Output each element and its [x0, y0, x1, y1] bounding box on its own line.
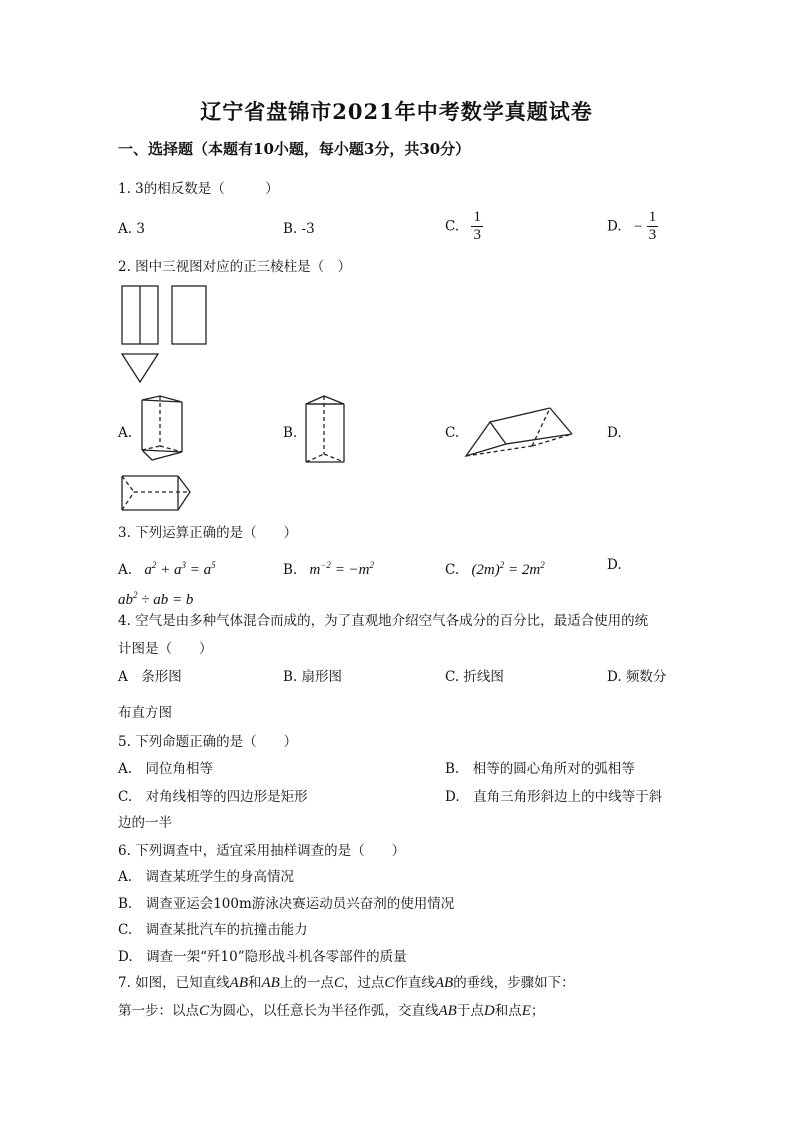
q5-option-d-continued: 边的一半	[118, 815, 172, 831]
q1-d-sign: −	[633, 218, 643, 235]
q3-a-label: A.	[118, 562, 133, 578]
q7-var: C	[333, 975, 344, 991]
q5-option-d: D. 直角三角形斜边上的中线等于斜	[445, 789, 663, 805]
q6-stem: 6. 下列调查中，适宜采用抽样调查的是（ ）	[118, 843, 406, 859]
q1-c-denominator: 3	[473, 227, 481, 243]
q1-option-a: A. 3	[118, 221, 145, 237]
q5-stem: 5. 下列命题正确的是（ ）	[118, 734, 298, 750]
q3-option-a: A. $a^2 + a^3 = a^5$	[118, 560, 216, 578]
prism-a-top	[142, 396, 182, 402]
q7-var: C	[384, 975, 395, 991]
q7-text: 7. 如图，已知直线	[118, 975, 230, 991]
q6-option-b: B. 调查亚运会100m游泳决赛运动员兴奋剂的使用情况	[118, 896, 455, 912]
q7-stem	[118, 974, 575, 992]
q3-stem: 3. 下列运算正确的是（ ）	[118, 525, 298, 541]
q2-option-b-prism	[302, 394, 348, 466]
q7-step-text: 为圆心，以任意长为半径作弧，交直线	[209, 1003, 439, 1019]
three-view-figure	[118, 282, 210, 386]
q7-step-var: C	[199, 1003, 210, 1019]
page-title: 辽宁省盘锦市2021年中考数学真题试卷	[200, 99, 593, 124]
q7-text: 作直线	[394, 975, 435, 991]
top-view	[122, 354, 158, 382]
q7-var: AB	[229, 975, 248, 991]
q1-c-fraction	[471, 209, 483, 244]
q1-d-numerator: 1	[648, 209, 657, 225]
q3-option-c: C. $(2m)^2 = 2m^2$	[445, 560, 545, 578]
q7-step1	[118, 1002, 544, 1020]
q1-option-c	[445, 209, 483, 244]
q7-step-text: 第一步：以点	[118, 1003, 199, 1019]
q2-option-d: D.	[607, 425, 622, 441]
q1-c-label: C.	[445, 218, 460, 235]
q4-option-c: C. 折线图	[445, 669, 504, 685]
q6-option-a: A. 调查某班学生的身高情况	[118, 869, 295, 885]
q1-stem: 1. 3的相反数是（ ）	[118, 181, 279, 197]
q7-text: 的垂线，步骤如下：	[453, 975, 575, 991]
q1-d-label: D.	[607, 218, 622, 235]
q5-option-a: A. 同位角相等	[118, 761, 214, 777]
q4-option-d: D. 频数分	[607, 669, 667, 685]
q7-text: 上的一点	[279, 975, 334, 991]
q2-option-b: B.	[283, 425, 298, 441]
q6-option-d: D. 调查一架“歼10”隐形战斗机各零部件的质量	[118, 949, 407, 965]
q3-c-label: C.	[445, 562, 460, 578]
q2-option-a-prism	[138, 394, 188, 466]
q6-option-c: C. 调查某批汽车的抗撞击能力	[118, 922, 308, 938]
section-heading: 一、选择题（本题有10小题，每小题3分，共30分）	[118, 140, 471, 158]
q1-d-fraction	[647, 209, 659, 244]
q2-stem: 2. 图中三视图对应的正三棱柱是（ ）	[118, 259, 352, 275]
q5-option-c: C. 对角线相等的四边形是矩形	[118, 789, 308, 805]
q4-option-b: B. 扇形图	[283, 669, 343, 685]
q2-option-a: A.	[118, 425, 133, 441]
q3-b-label: B.	[283, 562, 298, 578]
q1-option-b: B. -3	[283, 221, 315, 237]
q2-option-c-prism	[462, 404, 582, 460]
q2-option-c: C.	[445, 425, 460, 441]
q3-option-d: D.	[607, 557, 622, 573]
q7-step-var: D	[483, 1003, 495, 1019]
q7-var: AB	[261, 975, 280, 991]
q7-step-text: ；	[530, 1003, 545, 1019]
q4-stem-line1: 4. 空气是由多种气体混合而成的，为了直观地介绍空气各成分的百分比，最适合使用的统	[118, 613, 649, 629]
q2-option-d-prism	[118, 472, 198, 514]
q3-option-b: B. $m^{-2} = -m^2$	[283, 560, 375, 578]
q5-option-b: B. 相等的圆心角所对的弧相等	[445, 761, 635, 777]
q7-step-text: 于点	[456, 1003, 484, 1019]
q7-var: AB	[434, 975, 454, 991]
q1-c-numerator: 1	[473, 209, 481, 225]
q1-option-d	[607, 209, 658, 244]
q4-stem-line2: 计图是（ ）	[118, 641, 213, 657]
side-view	[172, 286, 206, 344]
q7-step-var: AB	[438, 1003, 457, 1019]
prism-c-front	[466, 422, 506, 456]
q7-text: 和	[248, 975, 262, 991]
q3-option-d-expression: $ab^2$ ÷ ab = b	[118, 590, 194, 608]
q7-step-var: E	[521, 1003, 531, 1019]
q7-step-text: 和点	[494, 1003, 522, 1019]
q7-text: ，过点	[343, 975, 385, 991]
q1-d-denominator: 3	[648, 227, 657, 243]
prism-b-top	[306, 396, 344, 404]
q4-option-d-continued: 布直方图	[118, 705, 172, 721]
q4-option-a: A 条形图	[118, 669, 182, 685]
